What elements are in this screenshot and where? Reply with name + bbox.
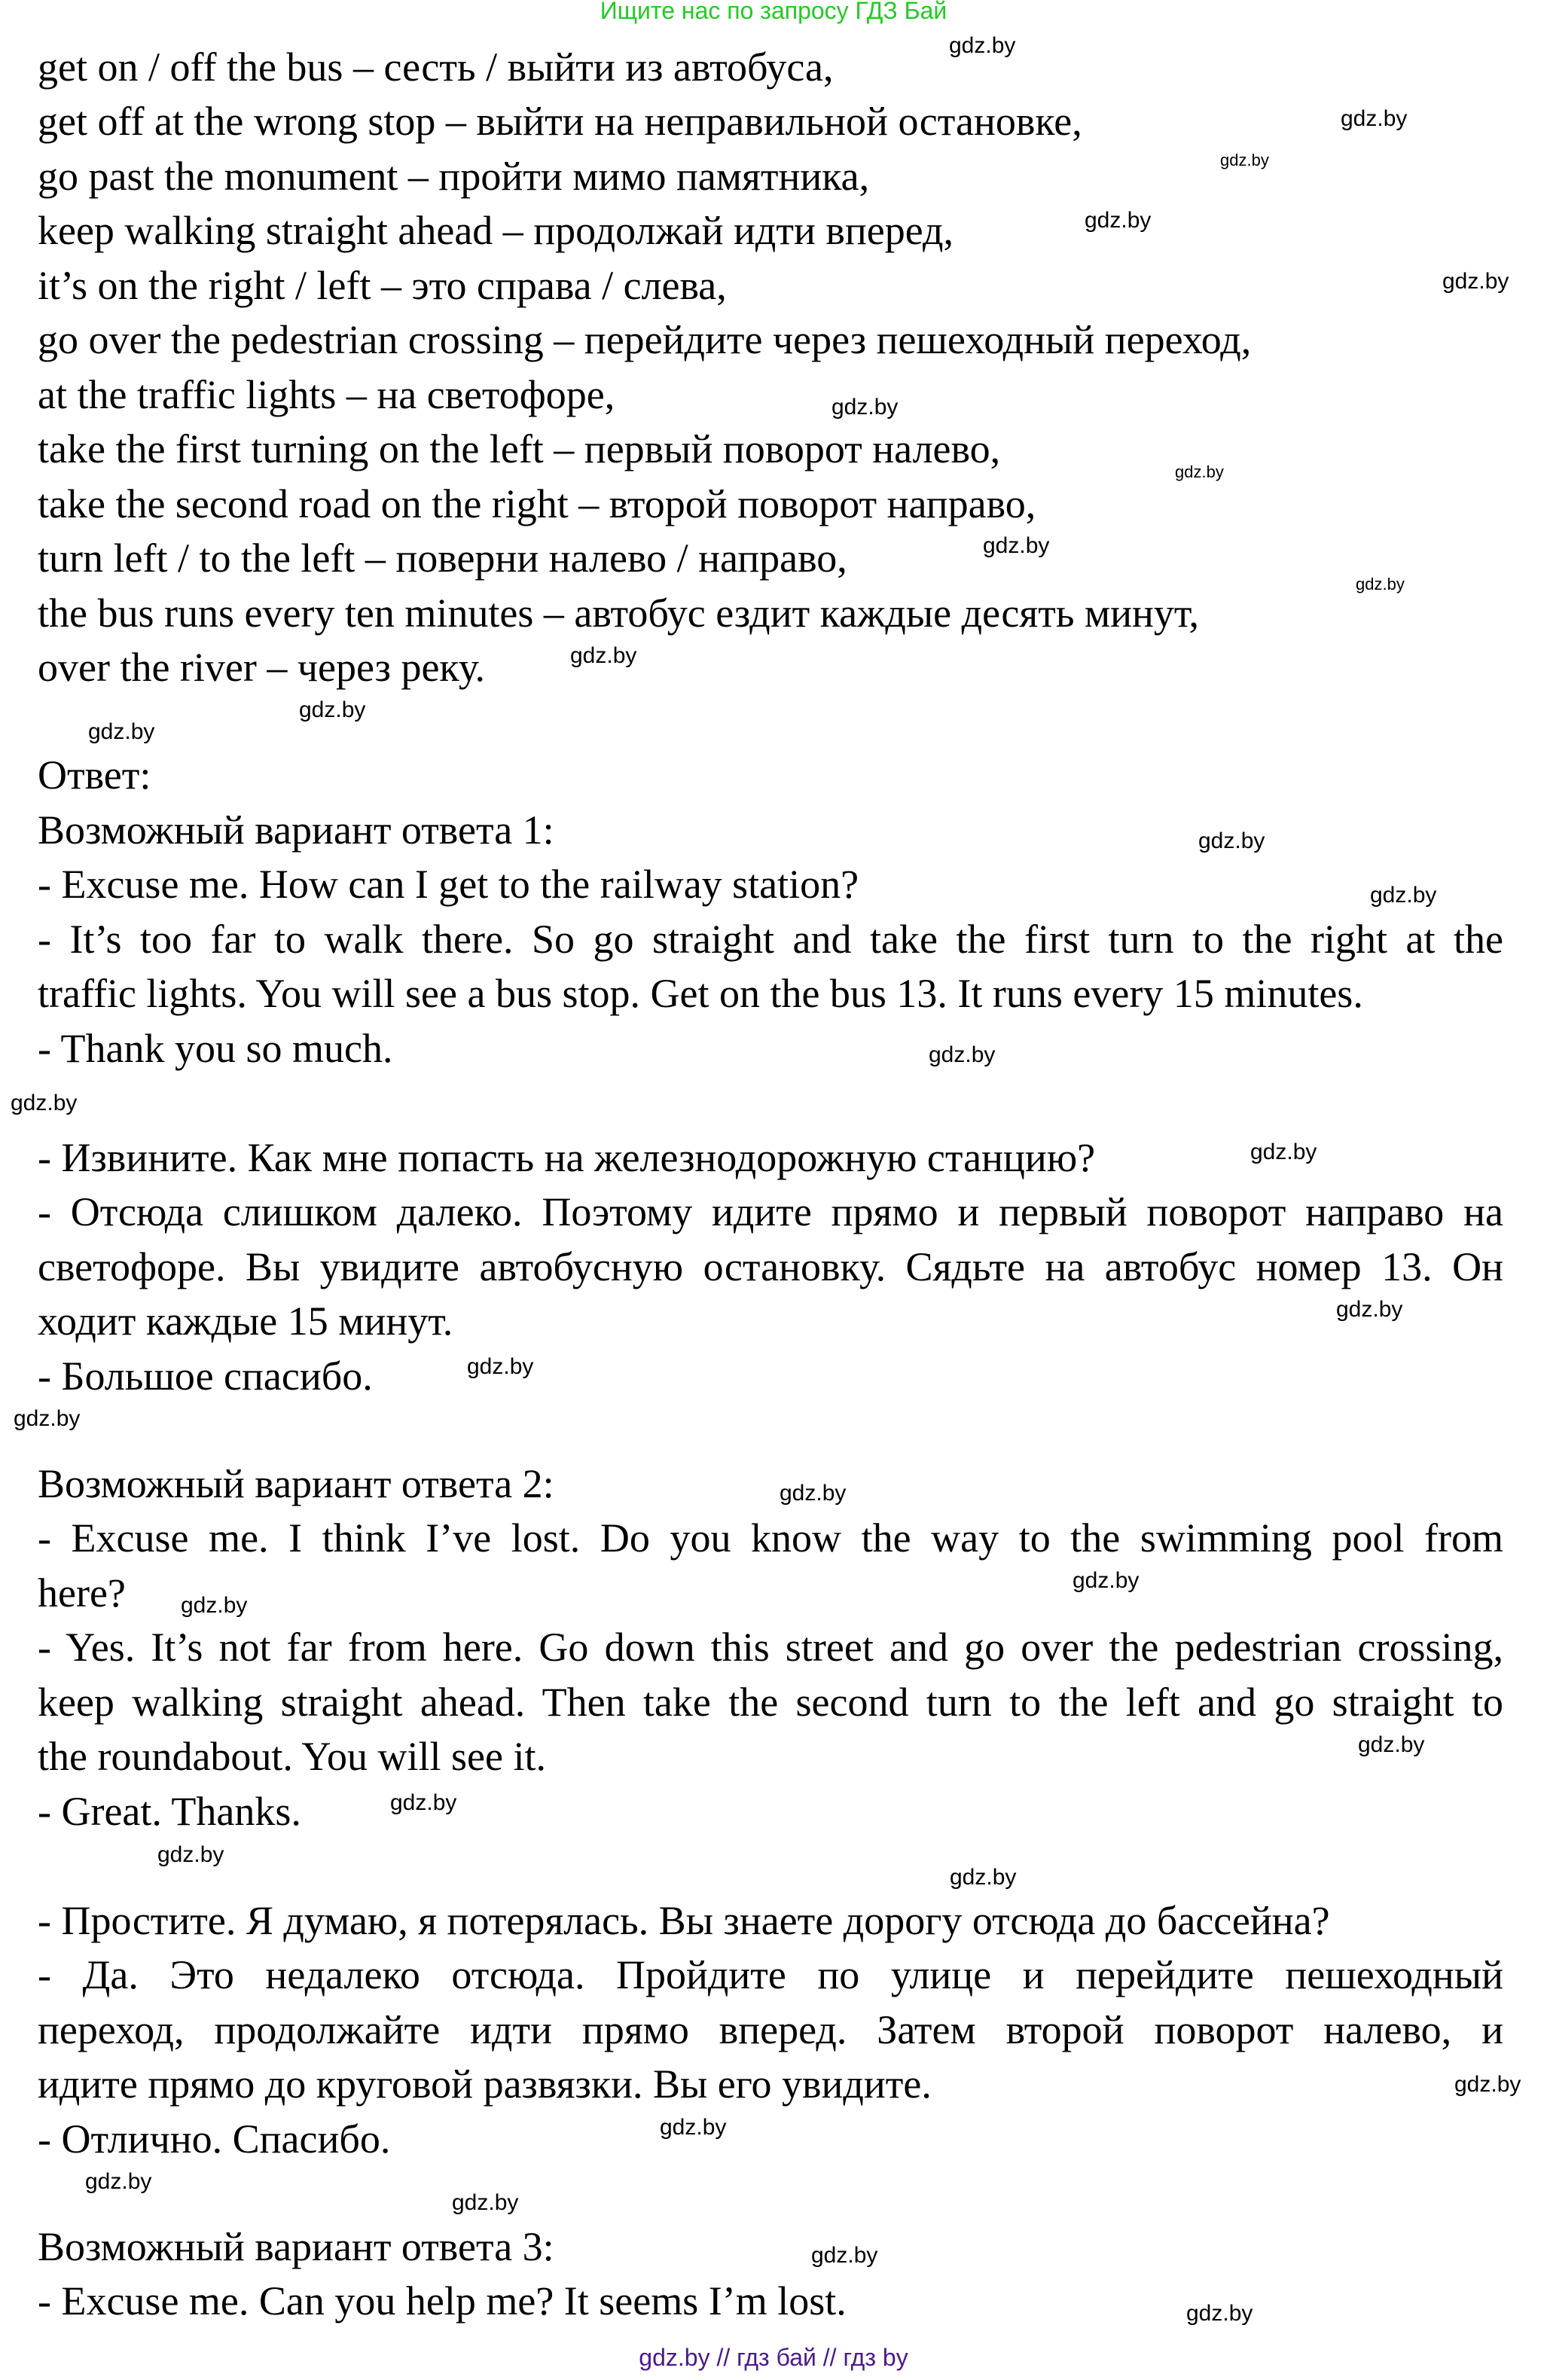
dialogue-line: - Большое спасибо.: [38, 1353, 373, 1399]
watermark: gdz.by: [467, 1354, 534, 1379]
dialogue-line: идите прямо до круговой развязки. Вы его увидите.: [38, 2061, 932, 2107]
watermark: gdz.by: [1341, 106, 1408, 131]
vocab-line: go past the monument – пройти мимо памятника,: [38, 154, 870, 199]
answer-heading: Ответ:: [38, 752, 151, 798]
dialogue-line: - Простите. Я думаю, я потерялась. Вы знаете дорогу отсюда до бассейна?: [38, 1898, 1330, 1943]
dialogue-line: the roundabout. You will see it.: [38, 1734, 546, 1779]
variant-heading: Возможный вариант ответа 1:: [38, 807, 554, 853]
watermark: gdz.by: [181, 1593, 248, 1618]
vocab-line: go over the pedestrian crossing – перейдите через пешеходный переход,: [38, 317, 1252, 362]
dialogue-line: переход, продолжайте идти прямо вперед. Затем второй поворот налево, и: [38, 2007, 1503, 2052]
watermark: gdz.by: [1358, 1732, 1425, 1757]
watermark: gdz.by: [390, 1790, 457, 1815]
vocab-line: at the traffic lights – на светофоре,: [38, 372, 615, 417]
watermark: gdz.by: [950, 1865, 1017, 1890]
watermark: gdz.by: [660, 2115, 727, 2140]
watermark: gdz.by: [949, 33, 1016, 58]
vocab-line: the bus runs every ten minutes – автобус ездит каждые десять минут,: [38, 590, 1199, 636]
watermark: gdz.by: [570, 643, 637, 668]
search-banner-link[interactable]: Ищите нас по запросу ГДЗ Бай: [600, 0, 947, 24]
watermark: gdz.by: [1186, 2301, 1253, 2326]
watermark: gdz.by: [157, 1842, 224, 1867]
watermark: gdz.by: [1454, 2072, 1521, 2097]
dialogue-line: светофоре. Вы увидите автобусную остановку. Сядьте на автобус номер 13. Он: [38, 1244, 1503, 1289]
watermark: gdz.by: [831, 395, 899, 420]
dialogue-line: ходит каждые 15 минут.: [38, 1298, 453, 1344]
dialogue-line: - Great. Thanks.: [38, 1789, 301, 1834]
variant-heading: Возможный вариант ответа 3:: [38, 2224, 554, 2269]
vocab-line: it’s on the right / left – это справа / слева,: [38, 263, 727, 308]
watermark: gdz.by: [811, 2243, 878, 2268]
watermark: gdz.by: [1085, 208, 1152, 233]
dialogue-line: - Отсюда слишком далеко. Поэтому идите прямо и первый поворот направо на: [38, 1189, 1503, 1234]
watermark: gdz.by: [780, 1481, 847, 1506]
dialogue-line: - Thank you so much.: [38, 1026, 393, 1071]
watermark: gdz.by: [85, 2169, 152, 2194]
watermark: gdz.by: [1073, 1568, 1140, 1593]
vocab-line: take the first turning on the left – первый поворот налево,: [38, 426, 1001, 471]
watermark: gdz.by: [1250, 1140, 1317, 1164]
dialogue-line: - Да. Это недалеко отсюда. Пройдите по улице и перейдите пешеходный: [38, 1952, 1503, 1997]
watermark: gdz.by: [88, 719, 155, 744]
dialogue-line: - Извините. Как мне попасть на железнодорожную станцию?: [38, 1135, 1096, 1180]
watermark: gdz.by: [1356, 575, 1405, 593]
vocab-line: get off at the wrong stop – выйти на неправильной остановке,: [38, 99, 1082, 144]
vocab-line: turn left / to the left – поверни налево / направо,: [38, 536, 847, 581]
dialogue-line: traffic lights. You will see a bus stop. Get on the bus 13. It runs every 15 minutes.: [38, 971, 1363, 1016]
vocab-line: take the second road on the right – второй поворот направо,: [38, 481, 1036, 526]
dialogue-line: - It’s too far to walk there. So go straight and take the first turn to the right at the: [38, 917, 1503, 962]
vocab-line: over the river – через реку.: [38, 645, 485, 690]
watermark: gdz.by: [1336, 1297, 1403, 1322]
watermark: gdz.by: [1175, 462, 1224, 481]
dialogue-line: - Excuse me. I think I’ve lost. Do you know the way to the swimming pool from: [38, 1515, 1503, 1561]
watermark: gdz.by: [1198, 828, 1265, 853]
vocab-line: keep walking straight ahead – продолжай идти вперед,: [38, 208, 954, 253]
variant-heading: Возможный вариант ответа 2:: [38, 1461, 554, 1506]
watermark: gdz.by: [299, 697, 366, 722]
dialogue-line: - Yes. It’s not far from here. Go down this street and go over the pedestrian crossing,: [38, 1625, 1503, 1670]
dialogue-line: - Excuse me. How can I get to the railway station?: [38, 862, 859, 907]
dialogue-line: - Отлично. Спасибо.: [38, 2116, 391, 2162]
watermark: gdz.by: [14, 1406, 81, 1431]
dialogue-line: keep walking straight ahead. Then take the second turn to the left and go straight to: [38, 1680, 1503, 1725]
watermark: gdz.by: [452, 2190, 519, 2215]
dialogue-line: - Excuse me. Can you help me? It seems I’m lost.: [38, 2278, 847, 2324]
vocab-line: get on / off the bus – сесть / выйти из автобуса,: [38, 44, 834, 90]
watermark: gdz.by: [1370, 883, 1437, 908]
watermark: gdz.by: [983, 533, 1050, 558]
watermark: gdz.by: [929, 1042, 996, 1067]
watermark: gdz.by: [11, 1091, 78, 1115]
dialogue-line: here?: [38, 1570, 126, 1616]
watermark: gdz.by: [1220, 151, 1269, 169]
footer-links[interactable]: gdz.by // гдз бай // гдз by: [639, 2344, 908, 2371]
watermark: gdz.by: [1442, 269, 1509, 294]
